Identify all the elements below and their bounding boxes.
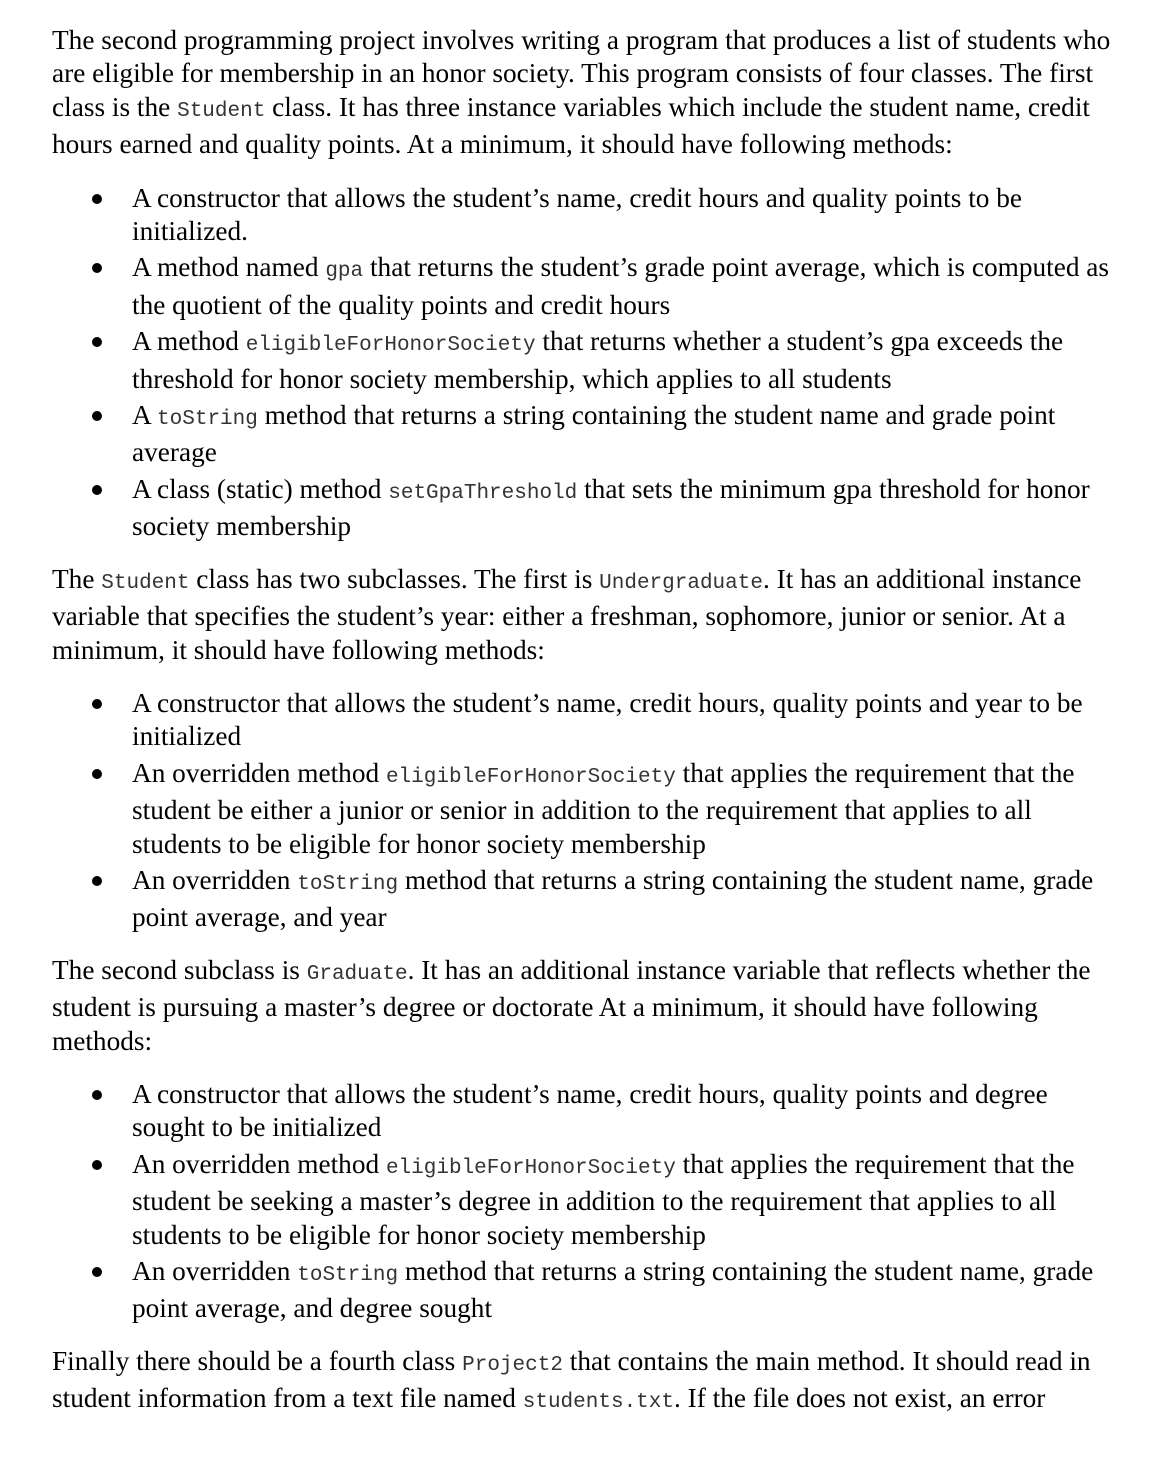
code-student: Student xyxy=(177,99,266,123)
text-span: A constructor that allows the student’s name, credit hours and quality points to be initialized. xyxy=(132,182,1023,247)
list-item xyxy=(52,182,1112,249)
bullet-icon xyxy=(92,263,102,273)
text-span: . It has an additional instance variable that specifies the student’s year: either a freshman, sophomore, junior or senior. At a minimum, it should have following methods: xyxy=(52,563,1082,665)
bullet-icon xyxy=(92,194,102,204)
list-item xyxy=(52,399,1112,470)
code-eligible: eligibleForHonorSociety xyxy=(385,765,676,789)
list-item xyxy=(52,251,1112,322)
text-span: . It has an additional instance variable that reflects whether the student is pursuing a master’s degree or doctorate At a minimum, it should have following methods: xyxy=(52,954,1091,1056)
list-item xyxy=(52,1255,1112,1326)
project2-paragraph xyxy=(52,1345,1112,1420)
code-eligible: eligibleForHonorSociety xyxy=(385,1156,676,1180)
text-span: Finally there should be a fourth class xyxy=(52,1345,463,1376)
undergraduate-methods-list xyxy=(52,687,1112,935)
bullet-icon xyxy=(92,769,102,779)
text-span: An overridden xyxy=(132,864,298,895)
text-span: An overridden xyxy=(132,1256,298,1286)
code-student: Student xyxy=(101,571,190,595)
graduate-paragraph xyxy=(52,954,1112,1058)
code-tostring: toString xyxy=(297,1264,399,1287)
text-span: An overridden method xyxy=(132,757,386,788)
text-span: The xyxy=(52,563,102,594)
code-project2: Project2 xyxy=(462,1353,563,1377)
list-item xyxy=(52,687,1112,754)
bullet-icon xyxy=(92,411,102,421)
text-span: that applies the requirement that the student be either a junior or senior in addition to the requirement that applies to all students to be eligible for honor society membership xyxy=(132,757,1075,859)
bullet-icon xyxy=(92,1090,102,1100)
text-span: A method named xyxy=(132,252,326,283)
code-gpa: gpa xyxy=(325,260,364,284)
text-span: A constructor that allows the student’s name, credit hours, quality points and degree sought to be initialized xyxy=(132,1078,1048,1143)
code-students-txt: students.txt xyxy=(522,1391,674,1415)
text-span: A xyxy=(132,400,158,431)
document-page xyxy=(52,24,1112,1420)
text-span: . If the file does not exist, an error xyxy=(673,1383,1046,1414)
bullet-icon xyxy=(92,1267,102,1277)
text-span: that returns the student’s grade point average, which is computed as the quotient of the quality points and credit hours xyxy=(132,252,1110,320)
text-span: method that returns a string containing the student name and grade point average xyxy=(132,400,1056,468)
list-item xyxy=(52,325,1112,396)
list-item xyxy=(52,757,1112,861)
code-eligible: eligibleForHonorSociety xyxy=(245,334,536,358)
text-span: A constructor that allows the student’s name, credit hours, quality points and year to be initialized xyxy=(132,687,1083,752)
bullet-icon xyxy=(92,876,102,886)
undergraduate-paragraph xyxy=(52,563,1112,667)
code-graduate: Graduate xyxy=(306,962,408,986)
code-tostring: toString xyxy=(297,872,399,896)
bullet-icon xyxy=(92,699,102,709)
student-methods-list xyxy=(52,182,1112,544)
text-span: The second programming project involves writing a program that produces a list of students who are eligible for membership in an honor society. This program consists of four classes. The first class is the xyxy=(52,25,1111,122)
text-span: class. It has three instance variables which include the student name, credit hours earned and quality points. At a minimum, it should have following methods: xyxy=(52,91,1090,160)
list-item xyxy=(52,1078,1112,1145)
bullet-icon xyxy=(92,1160,102,1170)
text-span: that returns whether a student’s gpa exceeds the threshold for honor society membership, which applies to all students xyxy=(132,326,1064,394)
text-span: class has two subclasses. The first is xyxy=(189,563,600,594)
text-span: that sets the minimum gpa threshold for honor society membership xyxy=(132,473,1090,542)
text-span: The second subclass is xyxy=(52,954,307,985)
code-setgpathreshold: setGpaThreshold xyxy=(388,481,578,505)
text-span: A method xyxy=(132,326,246,357)
code-tostring: toString xyxy=(157,408,258,432)
list-item xyxy=(52,864,1112,935)
text-span: An overridden method xyxy=(132,1148,386,1179)
bullet-icon xyxy=(92,337,102,347)
text-span: that applies the requirement that the student be seeking a master’s degree in addition to the requirement that applies to all students to be eligible for honor society membership xyxy=(132,1148,1075,1250)
graduate-methods-list xyxy=(52,1078,1112,1326)
text-span: A class (static) method xyxy=(132,473,389,504)
intro-paragraph xyxy=(52,24,1112,162)
list-item xyxy=(52,473,1112,544)
text-span: method that returns a string containing the student name, grade point average, and degree sought xyxy=(132,1256,1094,1324)
text-span: that contains the main method. It should read in student information from a text file named xyxy=(52,1345,1091,1414)
bullet-icon xyxy=(92,485,102,495)
code-undergraduate: Undergraduate xyxy=(599,571,763,595)
list-item xyxy=(52,1148,1112,1252)
text-span: method that returns a string containing the student name, grade point average, and year xyxy=(132,864,1094,933)
